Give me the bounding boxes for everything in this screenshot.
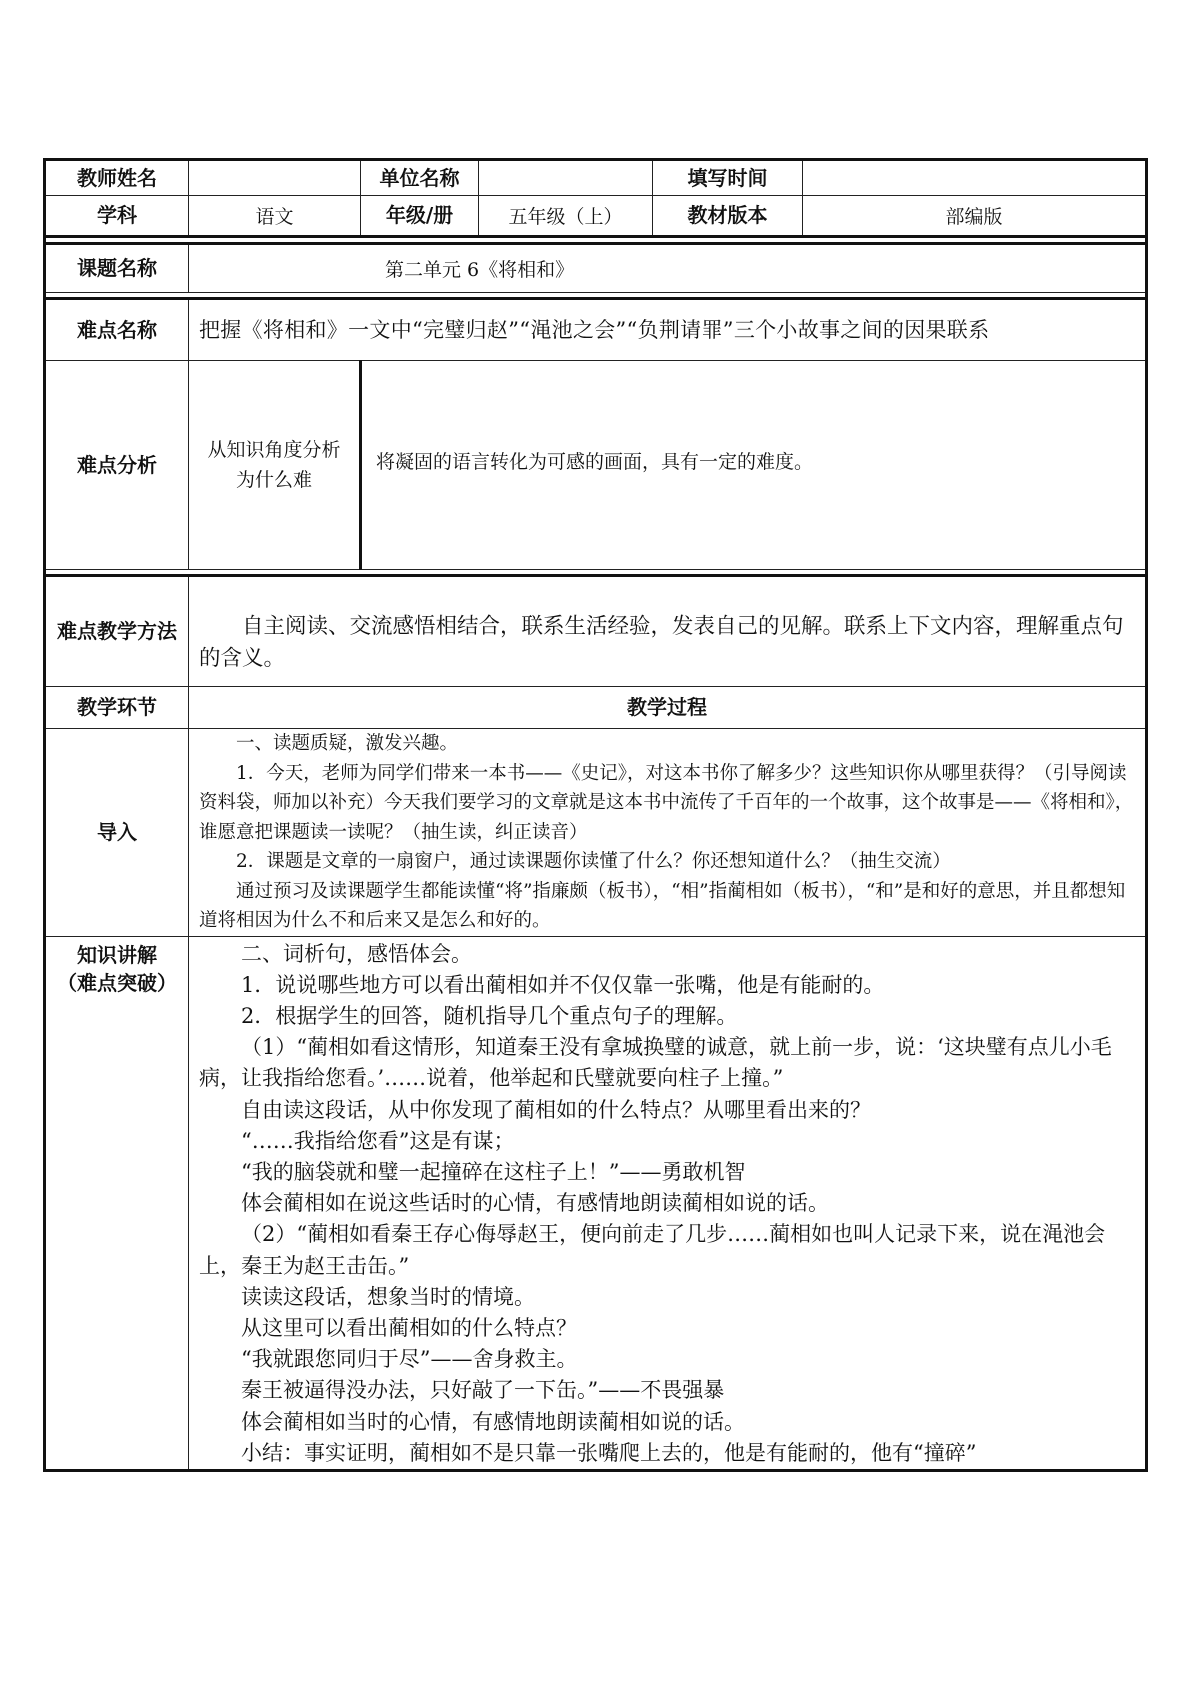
intro-paragraph: 1．今天，老师为同学们带来一本书——《史记》，对这本书你了解多少？这些知识你从哪里获得？（引导阅读资料袋，师加以补充）今天我们要学习的文章就是这本书中流传了千百年的一个故事，这个故事是——《将相和》，谁愿意把课题读一读呢？（抽生读，纠正读音） bbox=[199, 762, 1134, 843]
row-gap bbox=[45, 237, 1147, 244]
fill-time-label: 填写时间 bbox=[653, 160, 803, 196]
method-value: 自主阅读、交流感悟相结合，联系生活经验，发表自己的见解。联系上下文内容，理解重点句的含义。 bbox=[189, 576, 1147, 687]
method-row bbox=[45, 576, 1147, 687]
difficulty-row bbox=[45, 299, 1147, 361]
knowledge-paragraph: “……我指给您看”这是有谋； bbox=[241, 1128, 515, 1153]
intro-paragraph: 2．课题是文章的一扇窗户，通过读课题你读懂了什么？你还想知道什么？（抽生交流） bbox=[236, 851, 951, 872]
edition-value: 部编版 bbox=[803, 196, 1147, 237]
intro-content bbox=[189, 729, 1147, 937]
teacher-name-label: 教师姓名 bbox=[45, 160, 189, 196]
knowledge-paragraph: 自由读这段话，从中你发现了蔺相如的什么特点？从哪里看出来的？ bbox=[241, 1097, 871, 1122]
knowledge-paragraph: 小结：事实证明，蔺相如不是只靠一张嘴爬上去的，他是有能耐的，他有“撞碎” bbox=[241, 1440, 977, 1465]
knowledge-paragraph: 秦王被逼得没办法，只好敲了一下缶。”——不畏强暴 bbox=[241, 1378, 725, 1403]
knowledge-paragraph: 体会蔺相如在说这些话时的心情，有感情地朗读蔺相如说的话。 bbox=[241, 1191, 829, 1216]
lesson-plan-table bbox=[43, 158, 1148, 1472]
knowledge-label bbox=[45, 936, 189, 1470]
header-row-1 bbox=[45, 160, 1147, 196]
knowledge-paragraph: “我就跟您同归于尽”——舍身救主。 bbox=[241, 1347, 578, 1372]
knowledge-paragraph: 从这里可以看出蔺相如的什么特点？ bbox=[241, 1315, 577, 1340]
analysis-value: 将凝固的语言转化为可感的画面，具有一定的难度。 bbox=[361, 361, 1147, 570]
knowledge-label-line1: 知识讲解 bbox=[77, 942, 157, 967]
stage-header: 教学环节 bbox=[45, 687, 189, 729]
analysis-row bbox=[45, 361, 1147, 570]
topic-label: 课题名称 bbox=[45, 244, 189, 293]
method-label: 难点教学方法 bbox=[45, 576, 189, 687]
knowledge-paragraph: （1）“蔺相如看这情形，知道秦王没有拿城换璧的诚意，就上前一步，说：‘这块璧有点儿小毛病，让我指给您看。’……说着，他举起和氏璧就要向柱子上撞。” bbox=[199, 1035, 1112, 1091]
teacher-name-field[interactable] bbox=[189, 160, 361, 196]
unit-name-label: 单位名称 bbox=[361, 160, 479, 196]
intro-label: 导入 bbox=[45, 729, 189, 937]
grade-value: 五年级（上） bbox=[479, 196, 653, 237]
grade-label: 年级/册 bbox=[361, 196, 479, 237]
knowledge-paragraph: 二、词析句，感悟体会。 bbox=[241, 941, 472, 966]
knowledge-paragraph: 读读这段话，想象当时的情境。 bbox=[241, 1284, 535, 1309]
knowledge-content bbox=[189, 936, 1147, 1470]
knowledge-row bbox=[45, 936, 1147, 1470]
knowledge-paragraph: （2）“蔺相如看秦王存心侮辱赵王，便向前走了几步……蔺相如也叫人记录下来，说在渑池会上，秦王为赵王击缶。” bbox=[199, 1222, 1106, 1278]
topic-row bbox=[45, 244, 1147, 293]
subject-label: 学科 bbox=[45, 196, 189, 237]
intro-row bbox=[45, 729, 1147, 937]
subject-value: 语文 bbox=[189, 196, 361, 237]
edition-label: 教材版本 bbox=[653, 196, 803, 237]
analysis-label: 难点分析 bbox=[45, 361, 189, 570]
knowledge-label-line2: （难点突破） bbox=[57, 970, 177, 995]
analysis-sub-label: 从知识角度分析为什么难 bbox=[189, 361, 361, 570]
intro-paragraph: 通过预习及读课题学生都能读懂“将”指廉颇（板书），“相”指蔺相如（板书），“和”是和好的意思，并且都想知道将相因为什么不和后来又是怎么和好的。 bbox=[199, 880, 1126, 931]
unit-name-field[interactable] bbox=[479, 160, 653, 196]
process-header: 教学过程 bbox=[189, 687, 1147, 729]
header-row-2 bbox=[45, 196, 1147, 237]
knowledge-paragraph: 1．说说哪些地方可以看出蔺相如并不仅仅靠一张嘴，他是有能耐的。 bbox=[241, 972, 885, 997]
gap-row bbox=[45, 237, 1147, 244]
process-header-row bbox=[45, 687, 1147, 729]
knowledge-paragraph: 体会蔺相如当时的心情，有感情地朗读蔺相如说的话。 bbox=[241, 1409, 745, 1434]
fill-time-field[interactable] bbox=[803, 160, 1147, 196]
topic-value: 第二单元 6《将相和》 bbox=[189, 244, 1147, 293]
intro-paragraph: 一、读题质疑，激发兴趣。 bbox=[236, 733, 459, 754]
difficulty-value: 把握《将相和》一文中“完璧归赵”“渑池之会”“负荆请罪”三个小故事之间的因果联系 bbox=[189, 299, 1147, 361]
lesson-plan-sheet bbox=[43, 158, 1145, 1472]
knowledge-paragraph: “我的脑袋就和璧一起撞碎在这柱子上！”——勇敢机智 bbox=[241, 1159, 746, 1184]
knowledge-paragraph: 2．根据学生的回答，随机指导几个重点句子的理解。 bbox=[241, 1003, 738, 1028]
difficulty-label: 难点名称 bbox=[45, 299, 189, 361]
